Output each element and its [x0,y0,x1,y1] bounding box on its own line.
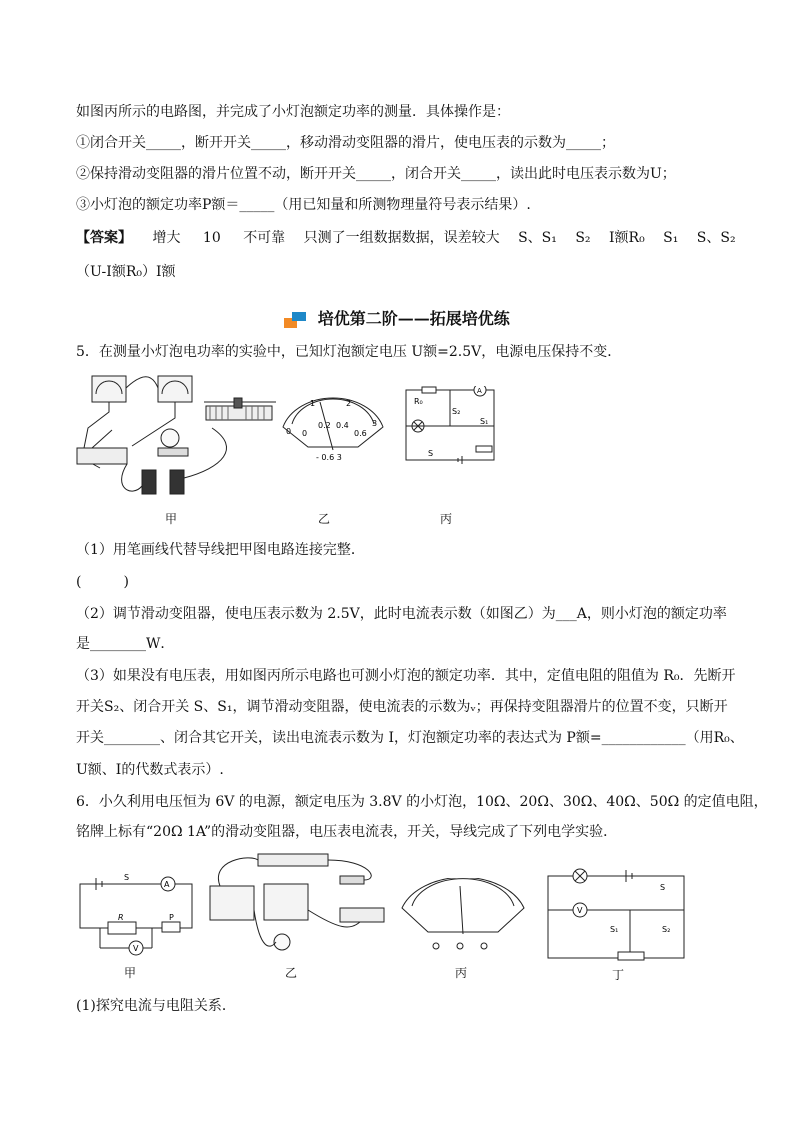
meter-tick: 2 [346,399,352,408]
circuit-label: S₁ [480,417,489,426]
q5-part3-a: （3）如果没有电压表，用如图丙所示电路也可测小灯泡的额定功率．其中，定值电阻的阻值为 R₀．先断开 [76,668,736,684]
meter-tick: 0 [302,429,308,438]
q6-circuit-ding [540,866,690,966]
q6-stem-1: 6．小久利用电压恒为 6V 的电源，额定电压为 3.8V 的小灯泡，10Ω、20Ω、30Ω、40Ω、50Ω 的定值电阻， [76,794,768,810]
q5-part3-d: U额、I的代数式表示）. [76,762,224,778]
q6-caption: 丁 [612,968,625,982]
q5-part1-blank: ( ) [76,574,129,590]
q5-caption: 甲 [165,512,178,526]
q6-circuit-jia [72,868,202,968]
section-deco-icon [284,312,306,328]
circuit-label: V [577,906,583,915]
circuit-label: A [477,387,482,395]
circuit-label: S₂ [452,407,461,416]
answer-item: S、S₂ [696,230,736,246]
answer-item: 10 [202,230,221,246]
q5-figure-jia [72,368,282,503]
rheostat-figure [200,392,280,432]
q6-part1: (1)探究电流与电阻关系． [76,998,236,1014]
q5-caption: 乙 [318,512,331,526]
section-heading [0,306,794,329]
q5-circuit-bing [400,386,500,466]
answer-line-2: （U-I额R₀）I额 [76,264,176,280]
answer-item: 增大 [152,230,181,246]
circuit-label: V [133,944,139,953]
answer-item: I额R₀ [609,230,645,246]
q5-part3-b: 开关S₂、闭合开关 S、S₁，调节滑动变阻器，使电流表的示数为ᵥ；再保持变阻器滑片的位置不变，只断开 [76,699,728,715]
meter-terminals: - 0.6 3 [316,453,342,462]
q5-meter-yi [278,392,388,467]
q6-caption: 乙 [285,966,298,980]
circuit-label: S₂ [662,925,671,934]
circuit-label: S [124,873,130,882]
q6-meter-bing [398,878,528,958]
meter-tick: 0.4 [336,421,349,430]
answer-item: S、S₁ [518,230,557,246]
circuit-label: A [164,880,170,889]
q5-caption: 丙 [440,512,453,526]
section-title: 培优第二阶——拓展培优练 [317,309,510,328]
meter-tick: 1 [310,399,316,408]
answer-label: 【答案】 [76,230,132,246]
q6-caption: 丙 [455,966,468,980]
q5-stem: 5．在测量小灯泡电功率的实验中，已知灯泡额定电压 U额=2.5V，电源电压保持不变． [76,344,622,360]
intro-text: 如图丙所示的电路图，并完成了小灯泡额定功率的测量．具体操作是： [76,104,510,120]
circuit-label: R [118,913,124,922]
q5-part2-a: （2）调节滑动变阻器，使电压表示数为 2.5V，此时电流表示数（如图乙）为___A，则小灯泡的额定功率 [76,606,727,622]
meter-tick: 0.6 [354,429,367,438]
answer-item: 不可靠 [243,230,286,246]
circuit-label: R₀ [414,397,423,406]
circuit-label: S [660,883,666,892]
answer-item: 只测了一组数据数据，误差较大 [303,230,500,246]
q5-part2-b: 是________W． [76,636,175,652]
meter-tick: 0.2 [318,421,331,430]
meter-tick: 3 [372,419,378,428]
q5-part1: （1）用笔画线代替导线把甲图电路连接完整． [76,542,365,558]
circuit-label: P [169,913,174,922]
q5-part3-c: 开关________、闭合其它开关，读出电流表示数为 I，灯泡额定功率的表达式为 P额=____________（用R₀、 [76,730,744,746]
q6-apparatus-yi [200,850,390,965]
q6-caption: 甲 [124,966,137,980]
meter-tick: 0 [286,427,292,436]
answer-item: S₂ [575,230,591,246]
step-1: ①闭合开关_____，断开开关_____，移动滑动变阻器的滑片，使电压表的示数为_____； [76,135,615,151]
circuit-label: S₁ [610,925,619,934]
answer-item: S₁ [663,230,679,246]
q6-stem-2: 铭牌上标有“20Ω 1A”的滑动变阻器，电压表电流表，开关，导线完成了下列电学实验． [76,824,618,840]
answer-line [76,228,736,248]
circuit-label: S [428,449,434,458]
step-2: ②保持滑动变阻器的滑片位置不动，断开开关_____，闭合开关_____，读出此时电压表示数为U； [76,166,676,182]
step-3: ③小灯泡的额定功率P额＝_____（用已知量和所测物理量符号表示结果）. [76,197,531,213]
